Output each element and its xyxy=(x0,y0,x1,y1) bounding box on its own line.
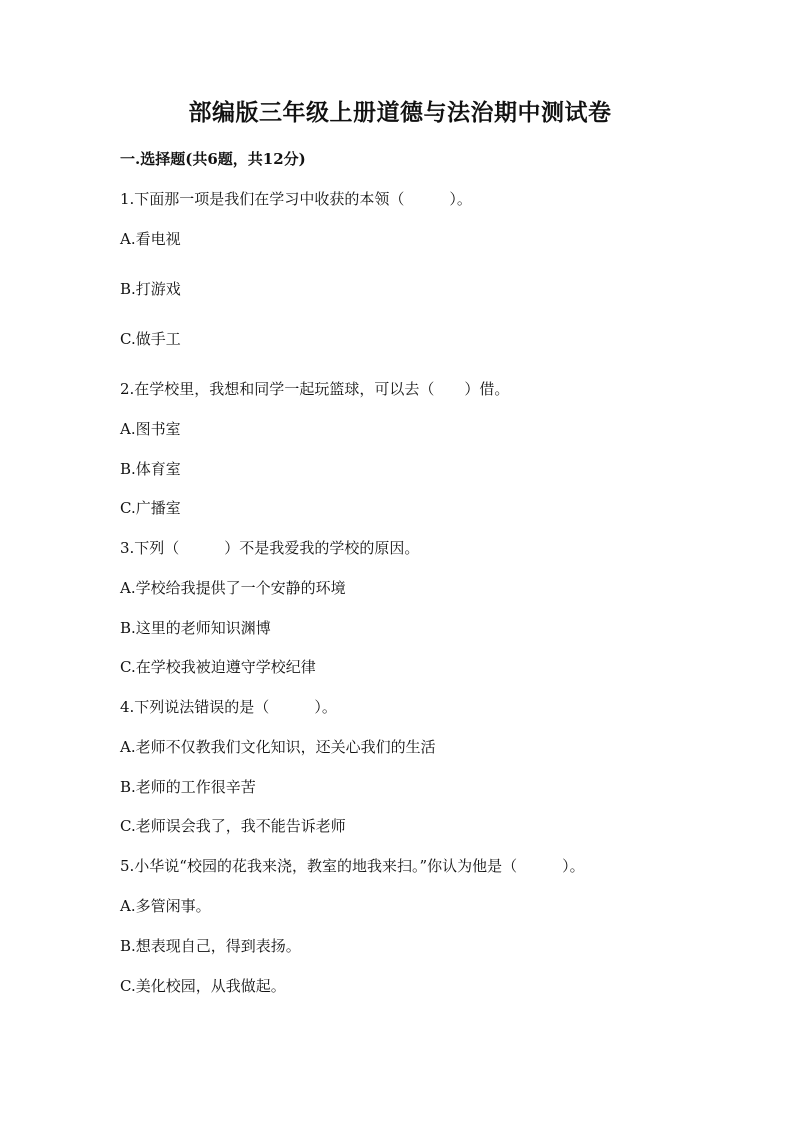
question-5-option-b[interactable]: B.想表现自己，得到表扬。 xyxy=(120,937,301,955)
question-5-option-a[interactable]: A.多管闲事。 xyxy=(120,897,211,915)
question-1-stem: 1.下面那一项是我们在学习中收获的本领（ ）。 xyxy=(120,190,472,208)
question-1-option-c[interactable]: C.做手工 xyxy=(120,330,181,348)
section-heading: 一.选择题(共6题，共12分) xyxy=(120,150,306,168)
question-4-option-b[interactable]: B.老师的工作很辛苦 xyxy=(120,778,256,796)
question-3-option-a[interactable]: A.学校给我提供了一个安静的环境 xyxy=(120,579,346,597)
question-2-option-c[interactable]: C.广播室 xyxy=(120,499,181,517)
question-5-option-c[interactable]: C.美化校园，从我做起。 xyxy=(120,977,286,995)
question-3-stem: 3.下列（ ）不是我爱我的学校的原因。 xyxy=(120,539,420,557)
question-1-option-a[interactable]: A.看电视 xyxy=(120,230,181,248)
question-4-option-c[interactable]: C.老师误会我了，我不能告诉老师 xyxy=(120,817,346,835)
question-2-option-a[interactable]: A.图书室 xyxy=(120,420,181,438)
exam-title: 部编版三年级上册道德与法治期中测试卷 xyxy=(188,99,612,126)
question-2-option-b[interactable]: B.体育室 xyxy=(120,460,181,478)
question-3-option-c[interactable]: C.在学校我被迫遵守学校纪律 xyxy=(120,658,316,676)
question-3-option-b[interactable]: B.这里的老师知识渊博 xyxy=(120,619,271,637)
question-5-stem: 5.小华说“校园的花我来浇，教室的地我来扫。”你认为他是（ ）。 xyxy=(120,857,585,875)
question-1-option-b[interactable]: B.打游戏 xyxy=(120,280,181,298)
question-4-option-a[interactable]: A.老师不仅教我们文化知识，还关心我们的生活 xyxy=(120,738,436,756)
question-4-stem: 4.下列说法错误的是（ ）。 xyxy=(120,698,337,716)
question-2-stem: 2.在学校里，我想和同学一起玩篮球，可以去（ ）借。 xyxy=(120,380,510,398)
